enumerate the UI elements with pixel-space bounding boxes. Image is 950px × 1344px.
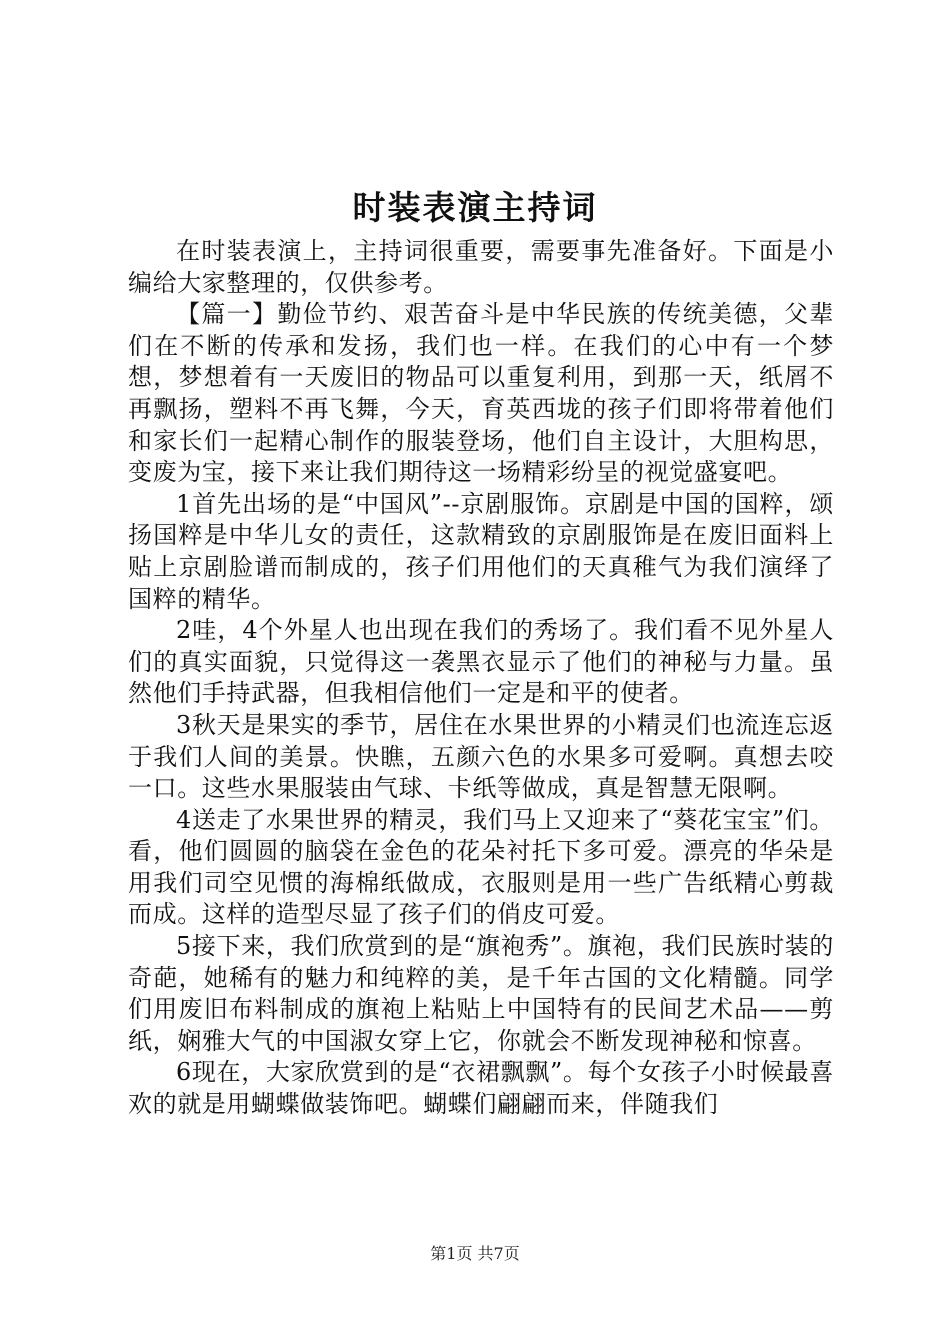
paragraph-item-1: 1首先出场的是“中国风”--京剧服饰。京剧是中国的国粹，颂扬国粹是中华儿女的责任，这款精致的京剧服饰是在废旧面料上贴上京剧脸谱而制成的，孩子们用他们的天真稚气为我们演绎了国粹的精华。 [128, 489, 834, 613]
document-body [128, 236, 834, 1121]
paragraph-item-4: 4送走了水果世界的精灵，我们马上又迎来了“葵花宝宝”们。看，他们圆圆的脑袋在金色的花朵衬托下多可爱。漂亮的华朵是用我们司空见惯的海棉纸做成，衣服则是用一些广告纸精心剪裁而成。这样的造型尽显了孩子们的俏皮可爱。 [128, 805, 834, 929]
page-footer: 第1页 共7页 [430, 1244, 520, 1263]
paragraph-item-5: 5接下来，我们欣赏到的是“旗袍秀”。旗袍，我们民族时装的奇葩，她稀有的魅力和纯粹的美，是千年古国的文化精髓。同学们用废旧布料制成的旗袍上粘贴上中国特有的民间艺术品——剪纸，娴雅大气的中国淑女穿上它，你就会不断发现神秘和惊喜。 [128, 932, 834, 1055]
paragraph-item-3: 3秋天是果实的季节，居住在水果世界的小精灵们也流连忘返于我们人间的美景。快瞧，五颜六色的水果多可爱啊。真想去咬一口。这些水果服装由气球、卡纸等做成，真是智慧无限啊。 [128, 710, 834, 803]
paragraph-intro: 在时装表演上，主持词很重要，需要事先准备好。下面是小编给大家整理的，仅供参考。 [128, 237, 834, 297]
paragraph-item-6: 6现在，大家欣赏到的是“衣裙飘飘”。每个女孩子小时候最喜欢的就是用蝴蝶做装饰吧。蝴蝶们翩翩而来，伴随我们 [128, 1058, 834, 1119]
page-title: 时装表演主持词 [352, 188, 598, 227]
paragraph-item-2: 2哇，4个外星人也出现在我们的秀场了。我们看不见外星人们的真实面貌，只觉得这一袭黑衣显示了他们的神秘与力量。虽然他们手持武器，但我相信他们一定是和平的使者。 [128, 616, 834, 708]
paragraph-section-one: 【篇一】勤俭节约、艰苦奋斗是中华民族的传统美德，父辈们在不断的传承和发扬，我们也一样。在我们的心中有一个梦想，梦想着有一天废旧的物品可以重复利用，到那一天，纸屑不再飘扬，塑料不再飞舞，今天，育英西垅的孩子们即将带着他们和家长们一起精心制作的服装登场，他们自主设计，大胆构思，变废为宝，接下来让我们期待这一场精彩纷呈的视觉盛宴吧。 [128, 300, 834, 487]
